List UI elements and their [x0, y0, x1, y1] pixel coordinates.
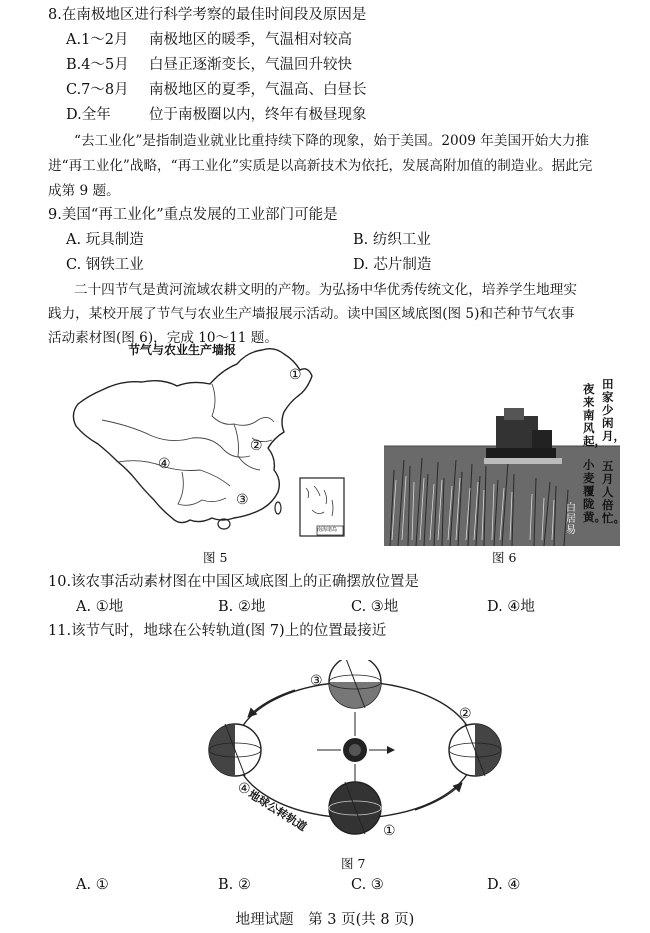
- fig7-position-2: ②: [459, 706, 472, 722]
- fig5-inset-label: 南海诸岛: [317, 527, 338, 533]
- q11-stem: 11.该节气时，地球在公转轨道(图 7)上的位置最接近: [48, 623, 387, 639]
- q10-option-c: C. ③地: [351, 599, 399, 615]
- q8-option-d-text: 位于南极圈以内，终年有极昼现象: [149, 107, 367, 123]
- q8-stem: 8.在南极地区进行科学考察的最佳时间段及原因是: [48, 7, 367, 23]
- q9-option-a: A. 玩具制造: [66, 232, 144, 248]
- fig6-poem-col4: 小麦覆陇黄。: [583, 458, 606, 524]
- q11-option-c: C. ③: [351, 877, 384, 893]
- q8-option-a-key: A.1～2月: [66, 32, 129, 48]
- fig5-marker-3: ③: [236, 492, 249, 508]
- fig5-china-map: [62, 340, 352, 540]
- q8-option-b-text: 白昼正逐渐变长，气温回升较快: [149, 57, 352, 73]
- q8-option-b-key: B.4～5月: [66, 57, 129, 73]
- q10-option-a: A. ①地: [76, 599, 124, 615]
- fig7-position-4: ④: [238, 781, 251, 797]
- fig7-position-1: ①: [383, 823, 396, 839]
- q10-stem: 10.该农事活动素材图在中国区域底图上的正确摆放位置是: [48, 574, 420, 590]
- q9-stem: 9.美国“再工业化”重点发展的工业部门可能是: [48, 207, 338, 223]
- q8-option-c-key: C.7～8月: [66, 82, 129, 98]
- passage2-line1: 二十四节气是黄河流域农耕文明的产物。为弘扬中华优秀传统文化，培养学生地理实: [74, 282, 577, 298]
- fig7-position-3: ③: [310, 673, 323, 689]
- passage2-line2: 践力，某校开展了节气与农业生产墙报展示活动。读中国区域底图(图 5)和芒种节气农事: [48, 306, 575, 322]
- q8-option-a-text: 南极地区的暖季，气温相对较高: [149, 32, 352, 48]
- fig6-poem-col3: 夜来南风起，: [583, 382, 606, 448]
- fig5-title: 节气与农业生产墙报: [128, 343, 237, 357]
- fig6-poem-col1: 田家少闲月，: [602, 377, 625, 443]
- q8-option-c-text: 南极地区的夏季，气温高、白昼长: [149, 82, 367, 98]
- fig5-marker-4: ④: [158, 456, 171, 472]
- q10-option-b: B. ②地: [218, 599, 266, 615]
- fig5-marker-2: ②: [250, 438, 263, 454]
- fig6-poem-col2: 五月人倍忙。: [602, 459, 625, 525]
- q9-option-d: D. 芯片制造: [353, 257, 432, 273]
- q11-option-a: A. ①: [76, 877, 109, 893]
- fig7-caption: 图 7: [341, 856, 366, 871]
- q9-option-c: C. 钢铁工业: [66, 257, 144, 273]
- page-footer: 地理试题 第 3 页(共 8 页): [235, 912, 415, 928]
- fig5-caption: 图 5: [203, 550, 228, 565]
- q11-option-d: D. ④: [487, 877, 521, 893]
- fig7-orbit-label: 地球公转轨道: [246, 787, 309, 834]
- q9-option-b: B. 纺织工业: [353, 232, 431, 248]
- fig6-caption: 图 6: [492, 550, 517, 565]
- passage2-line3: 活动素材图(图 6)，完成 10～11 题。: [48, 330, 278, 346]
- passage1-line3: 成第 9 题。: [48, 183, 120, 199]
- q8-option-d-key: D.全年: [66, 107, 111, 123]
- q11-option-b: B. ②: [218, 877, 251, 893]
- fig6-poem-signature: 白居易: [566, 503, 576, 536]
- fig5-marker-1: ①: [289, 367, 302, 383]
- fig7-orbit-diagram: [205, 660, 505, 840]
- passage1-line2: 进“再工业化”战略，“再工业化”实质是以高新技术为依托，发展高附加值的制造业。据此完: [48, 158, 593, 174]
- q10-option-d: D. ④地: [487, 599, 535, 615]
- passage1-line1: “去工业化”是指制造业就业比重持续下降的现象，始于美国。2009 年美国开始大力推: [74, 133, 590, 149]
